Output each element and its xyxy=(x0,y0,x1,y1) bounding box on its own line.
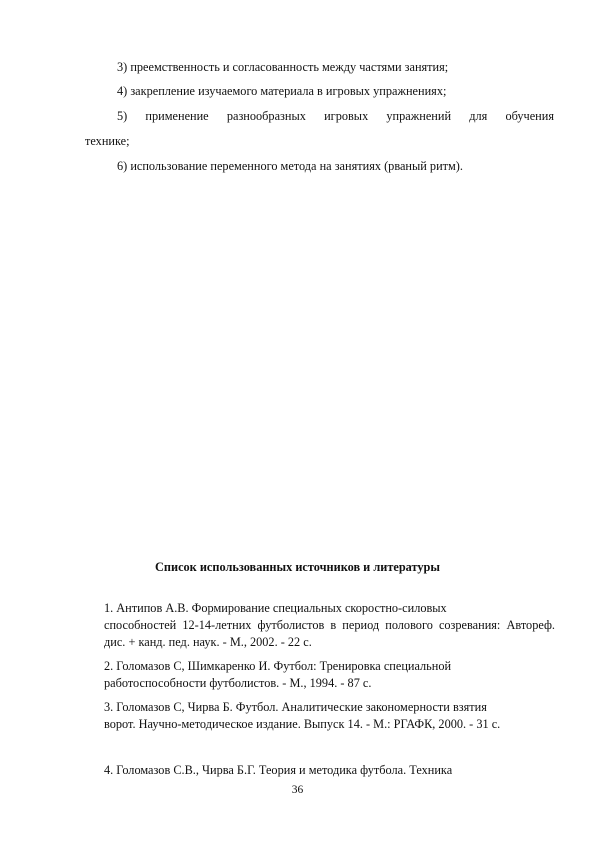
list-item-6: 6) использование переменного метода на занятиях (рваный ритм). xyxy=(117,159,463,173)
reference-item-3-text: ворот. Научно-методическое издание. Выпуск 14. - М.: РГАФК, 2000. - 31 с. xyxy=(104,717,501,731)
list-item-4: 4) закрепление изучаемого материала в игровых упражнениях; xyxy=(117,84,447,98)
reference-item-2-first-line: 2. Голомазов С, Шимкаренко И. Футбол: Тренировка специальной xyxy=(104,659,452,673)
reference-item-1 xyxy=(104,600,555,651)
page-number: 36 xyxy=(291,784,304,796)
reference-item-2-text: работоспособности футболистов. - М., 1994. - 87 с. xyxy=(104,676,372,690)
list-item-5-line-2: технике; xyxy=(85,134,130,148)
reference-item-4-first-line: 4. Голомазов С.В., Чирва Б.Г. Теория и методика футбола. Техника xyxy=(104,763,453,777)
list-item-3: 3) преемственность и согласованность между частями занятия; xyxy=(117,60,449,74)
reference-item-3-first-line: 3. Голомазов С, Чирва Б. Футбол. Аналитические закономерности взятия xyxy=(104,700,487,714)
reference-item-2 xyxy=(104,658,555,692)
reference-item-3 xyxy=(104,699,555,733)
list-item-5-line-1: 5) применение разнообразных игровых упражнений для обучения xyxy=(117,109,554,123)
references-heading: Список использованных источников и литературы xyxy=(155,560,440,574)
reference-item-1-first-line: 1. Антипов А.В. Формирование специальных скоростно-силовых xyxy=(104,601,447,615)
reference-item-1-text: способностей 12-14-летних футболистов в период полового созревания: Автореф. дис. + канд. пед. наук. - М., 2002. - 22 с. xyxy=(104,618,555,649)
reference-item-4 xyxy=(104,762,555,779)
